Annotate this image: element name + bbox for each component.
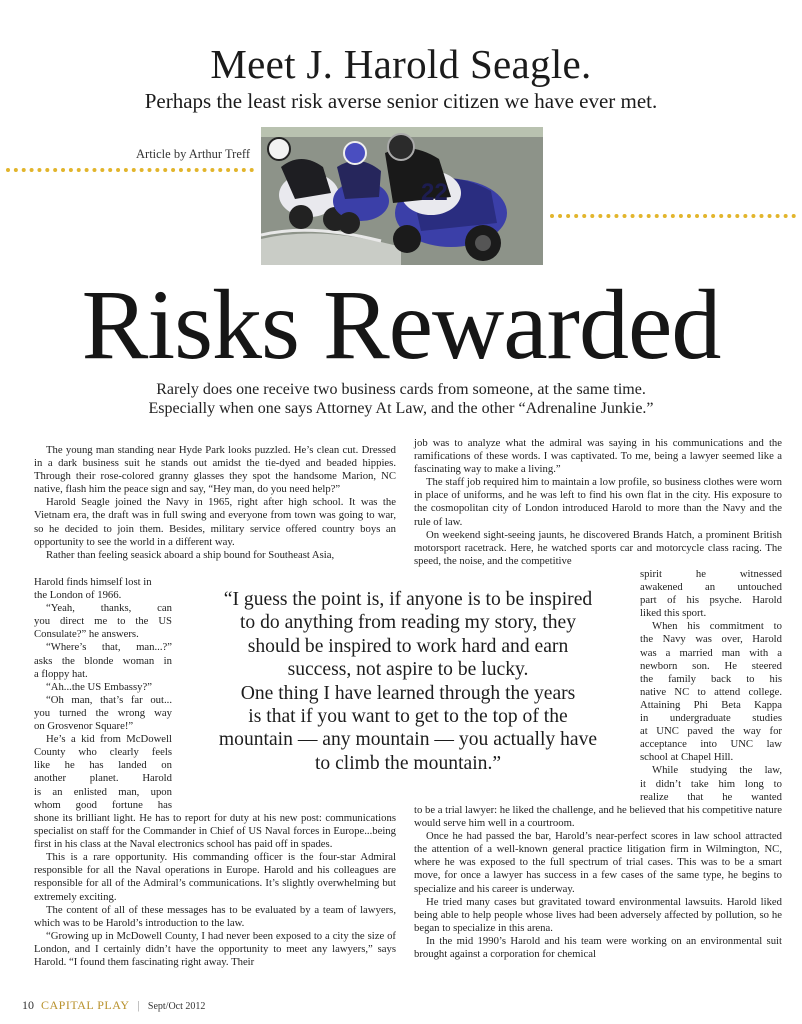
paragraph: Harold Seagle joined the Navy in 1965, right after high school. It was the Vietnam era, the draft was in full swing and everyone from town was going to war, so he decided to join them. Besides, military service offered country boys an opportunity to see the world in a different way. xyxy=(34,496,396,548)
gold-dotted-rule-left xyxy=(6,168,254,172)
text-line: at UNC paved the way for xyxy=(640,725,782,738)
deck-line-1: Rarely does one receive two business cards from someone, at the same time. xyxy=(156,381,646,398)
pull-quote-line: One thing I have learned through the years xyxy=(240,682,576,704)
text-line: County who clearly feels xyxy=(34,746,172,759)
pull-quote-line: is that if you want to get to the top of the xyxy=(248,706,568,728)
paragraph: to be a trial lawyer: he liked the challenge, and he believed that his competitive nature would serve him well in a courtroom. xyxy=(414,804,782,830)
text-line: “Where’s that, man...?” xyxy=(46,641,172,654)
paragraph: “Growing up in McDowell County, I had never been exposed to a city the size of London, and I certainly didn’t have the opportunity to meet any lawyers,” says Harold. “I found them fascinating right away. Their xyxy=(34,929,396,969)
magazine-name: CAPITAL PLAY xyxy=(41,998,130,1012)
pull-quote-line: “I guess the point is, if anyone is to be inspired xyxy=(223,589,593,610)
text-line: a floppy hat. xyxy=(34,667,88,680)
text-line: school at Chapel Hill. xyxy=(640,751,734,764)
paragraph: Once he had passed the bar, Harold’s near-perfect scores in law school attracted the attention of a well-known general practice litigation firm in Wilmington, NC, where he was exposed to the full spectrum of trial cases. This was to be a smart move, for once a lawyer has success in a few cases of the same type, he begins to specialize and his career is underway. xyxy=(414,830,782,895)
text-line: While studying the law, xyxy=(652,764,782,777)
paragraph: The young man standing near Hyde Park looks puzzled. He’s clean cut. Dressed in a dark business suit he stands out amidst the tie-dyed and beaded hippies. Through their rose-colored granny glasses they spot the handsome Marion, NC native, flash him the peace sign and say, “Hey man, do you need help?” xyxy=(34,444,396,496)
paragraph: job was to analyze what the admiral was saying in his communications and the ramifications of these words. I was captivated. To me, being a lawyer seemed like a fascinating way to make a living.” xyxy=(414,437,782,476)
text-line: “Ah...the US Embassy?” xyxy=(46,680,152,693)
left-column-bottom xyxy=(34,812,396,969)
left-column-narrow xyxy=(34,576,172,812)
text-line: the family back to his xyxy=(640,672,782,685)
text-line: acceptance into UNC law xyxy=(640,738,782,751)
kicker-subtitle: Perhaps the least risk averse senior citizen we have ever met. xyxy=(144,89,658,113)
text-line: the London of 1966. xyxy=(34,589,122,602)
right-column-top xyxy=(414,437,782,568)
kicker-title: Meet J. Harold Seagle. xyxy=(210,41,592,87)
text-line: you turned the wrong way xyxy=(34,706,172,719)
text-line: “Oh man, that’s far out... xyxy=(46,693,172,706)
text-line: He’s a kid from McDowell xyxy=(46,733,172,746)
text-line: When his commitment to xyxy=(652,620,782,633)
right-column-bottom xyxy=(414,804,782,961)
paragraph: In the mid 1990’s Harold and his team were working on an environmental suit brought against a corporation for chemical xyxy=(414,934,782,961)
text-line: spirit he witnessed xyxy=(640,568,782,580)
paragraph: On weekend sight-seeing jaunts, he discovered Brands Hatch, a prominent British motorsport racetrack. Here, he watched sports car and motorcycle class racing. The speed, the noise, and the competitive xyxy=(414,528,782,567)
footer-separator: | xyxy=(137,998,140,1012)
motorcycle-illustration xyxy=(261,127,543,265)
pull-quote-line: to do anything from reading my story, they xyxy=(239,612,577,634)
pull-quote-line: success, not aspire to be lucky. xyxy=(287,659,529,681)
byline: Article by Arthur Treff xyxy=(136,147,250,161)
text-line: asks the blonde woman in xyxy=(34,654,172,667)
text-line: it didn’t take him long to xyxy=(640,777,782,790)
paragraph: This is a rare opportunity. His commanding officer is the four-star Admiral responsible for all the Naval operations in Europe. Harold and his colleagues are responsible for all of the Admiral’s communications. It’s slightly overwhelming but extremely exciting. xyxy=(34,851,396,903)
paragraph: The content of all of these messages has to be evaluated by a team of lawyers, which was to be Harold’s introduction to the law. xyxy=(34,903,396,929)
text-line: “Yeah, thanks, can xyxy=(46,602,172,615)
text-line: Attaining Phi Beta Kappa xyxy=(640,698,782,711)
deck-line-2: Especially when one says Attorney At Law, and the other “Adrenaline Junkie.” xyxy=(148,400,654,417)
text-line: the Navy was over, Harold xyxy=(640,633,782,646)
pull-quote-line: should be inspired to work hard and earn xyxy=(247,635,569,657)
pull-quote xyxy=(192,588,624,775)
text-line: realize that he wanted xyxy=(640,790,782,803)
text-line: was a married man with a xyxy=(640,646,782,659)
page-number: 10 xyxy=(22,998,34,1012)
pull-quote-line: mountain — any mountain — you actually have xyxy=(218,729,598,751)
text-line: Harold finds himself lost in xyxy=(34,576,152,588)
text-line: is an enlisted man, upon xyxy=(34,785,172,798)
headline: Risks Rewarded xyxy=(81,269,721,380)
page-footer xyxy=(22,998,205,1013)
pull-quote-line: to climb the mountain.” xyxy=(314,752,502,774)
text-line: liked this sport. xyxy=(640,607,707,620)
text-line: whom good fortune has xyxy=(34,798,172,811)
text-line: newborn son. He steered xyxy=(640,659,782,672)
gold-dotted-rule-right xyxy=(550,214,796,218)
motorcycle-racing-photo xyxy=(261,127,543,265)
text-line: on Grosvenor Square!” xyxy=(34,720,134,733)
text-line: Consulate?” he answers. xyxy=(34,628,139,641)
paragraph: He tried many cases but gravitated toward environmental lawsuits. Harold liked being able to help people whose lives had been adversely affected by pollution, so he began to specialize in this arena. xyxy=(414,895,782,934)
text-line: you direct me to the US xyxy=(34,615,172,628)
issue-date: Sept/Oct 2012 xyxy=(147,1001,206,1012)
text-line: in undergraduate studies xyxy=(640,712,782,725)
right-column-narrow xyxy=(640,568,782,804)
text-line: part of his psyche. Harold xyxy=(640,594,782,607)
deck xyxy=(0,380,802,418)
paragraph: The staff job required him to maintain a low profile, so business clothes were worn in place of uniforms, and he was left to find his own flat in the city. His exposure to the cosmopolitan city of London introduced Harold to more than the Navy and the rule of law. xyxy=(414,476,782,528)
left-column-top xyxy=(34,444,396,562)
paragraph: shone its brilliant light. He has to report for duty at his new post: communications specialist on staff for the Commander in Chief of US Naval forces in Europe...being first in his class at the Naval electronics school has paid off in spades. xyxy=(34,812,396,851)
bike-number: 22 xyxy=(421,179,448,206)
text-line: native NC to attend college. xyxy=(640,685,782,698)
paragraph: Rather than feeling seasick aboard a ship bound for Southeast Asia, xyxy=(46,548,335,561)
text-line: another planet. Harold xyxy=(34,772,172,785)
text-line: like he has landed on xyxy=(34,759,172,772)
text-line: awakened an untouched xyxy=(640,581,782,594)
